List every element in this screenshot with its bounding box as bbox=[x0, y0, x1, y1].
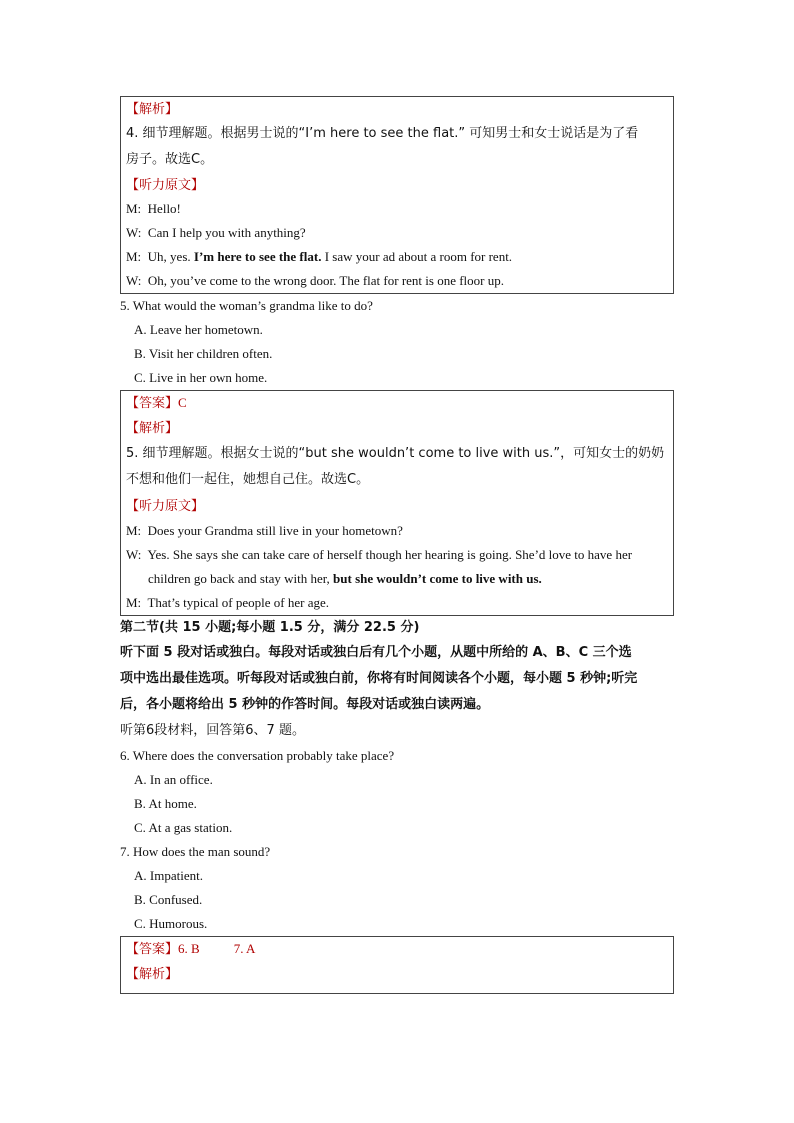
dialogue-line: M: That’s typical of people of her age. bbox=[126, 595, 330, 610]
dialogue-line: W: Yes. She says she can take care of herself though her hearing is going. She’d love to have her bbox=[126, 547, 633, 562]
answer-box-q4 bbox=[120, 96, 674, 294]
answer-line: 【答案】6. B 7. A bbox=[126, 941, 256, 957]
analysis-tag: 【解析】 bbox=[126, 421, 179, 436]
answer-box-q6-q7 bbox=[120, 936, 674, 994]
dialogue-line: W: Can I help you with anything? bbox=[126, 225, 306, 240]
transcript-tag: 【听力原文】 bbox=[126, 499, 205, 514]
question-5: 5. What would the woman’s grandma like to do? bbox=[120, 298, 373, 313]
option-c: C. At a gas station. bbox=[134, 820, 233, 835]
option-a: A. In an office. bbox=[134, 772, 213, 787]
option-c: C. Humorous. bbox=[134, 916, 208, 931]
analysis-text-cont: 房子。故选C。 bbox=[126, 152, 214, 167]
dialogue-line: W: Oh, you’ve come to the wrong door. The flat for rent is one floor up. bbox=[126, 273, 504, 288]
section-instructions-cont: 项中选出最佳选项。听每段对话或独白前，你将有时间阅读各个小题，每小题 5 秒钟;听完 bbox=[120, 671, 638, 686]
analysis-tag: 【解析】 bbox=[126, 102, 179, 117]
analysis-text: 4. 细节理解题。根据男士说的“I’m here to see the flat.” 可知男士和女士说话是为了看 bbox=[126, 126, 639, 141]
dialogue-line-cont: children go back and stay with her, but she wouldn’t come to live with us. bbox=[148, 571, 542, 586]
key-sentence: but she wouldn’t come to live with us. bbox=[333, 571, 542, 586]
document-page bbox=[120, 96, 674, 994]
question-7: 7. How does the man sound? bbox=[120, 844, 271, 859]
dialogue-line: M: Uh, yes. I’m here to see the flat. I saw your ad about a room for rent. bbox=[126, 249, 513, 264]
analysis-text: 5. 细节理解题。根据女士说的“but she wouldn’t come to live with us.”，可知女士的奶奶 bbox=[126, 446, 665, 461]
key-sentence: I’m here to see the flat. bbox=[193, 249, 322, 264]
material-note: 听第6段材料，回答第6、7 题。 bbox=[120, 723, 305, 738]
answer-box-q5 bbox=[120, 390, 674, 616]
question-6: 6. Where does the conversation probably take place? bbox=[120, 748, 395, 763]
transcript-tag: 【听力原文】 bbox=[126, 178, 205, 193]
option-b: B. At home. bbox=[134, 796, 197, 811]
section-instructions-cont: 后，各小题将给出 5 秒钟的作答时间。每段对话或独白读两遍。 bbox=[120, 697, 490, 712]
option-c: C. Live in her own home. bbox=[134, 370, 268, 385]
analysis-text-cont: 不想和他们一起住，她想自己住。故选C。 bbox=[126, 472, 370, 487]
option-a: A. Impatient. bbox=[134, 868, 203, 883]
answer-line: 【答案】C bbox=[126, 395, 187, 411]
option-b: B. Visit her children often. bbox=[134, 346, 273, 361]
dialogue-line: M: Hello! bbox=[126, 201, 181, 216]
dialogue-line: M: Does your Grandma still live in your hometown? bbox=[126, 523, 403, 538]
section-heading: 第二节(共 15 小题;每小题 1.5 分，满分 22.5 分) bbox=[120, 620, 420, 635]
analysis-tag: 【解析】 bbox=[126, 967, 179, 982]
option-b: B. Confused. bbox=[134, 892, 203, 907]
option-a: A. Leave her hometown. bbox=[134, 322, 263, 337]
section-instructions: 听下面 5 段对话或独白。每段对话或独白后有几个小题，从题中所给的 A、B、C 三个选 bbox=[120, 645, 632, 660]
